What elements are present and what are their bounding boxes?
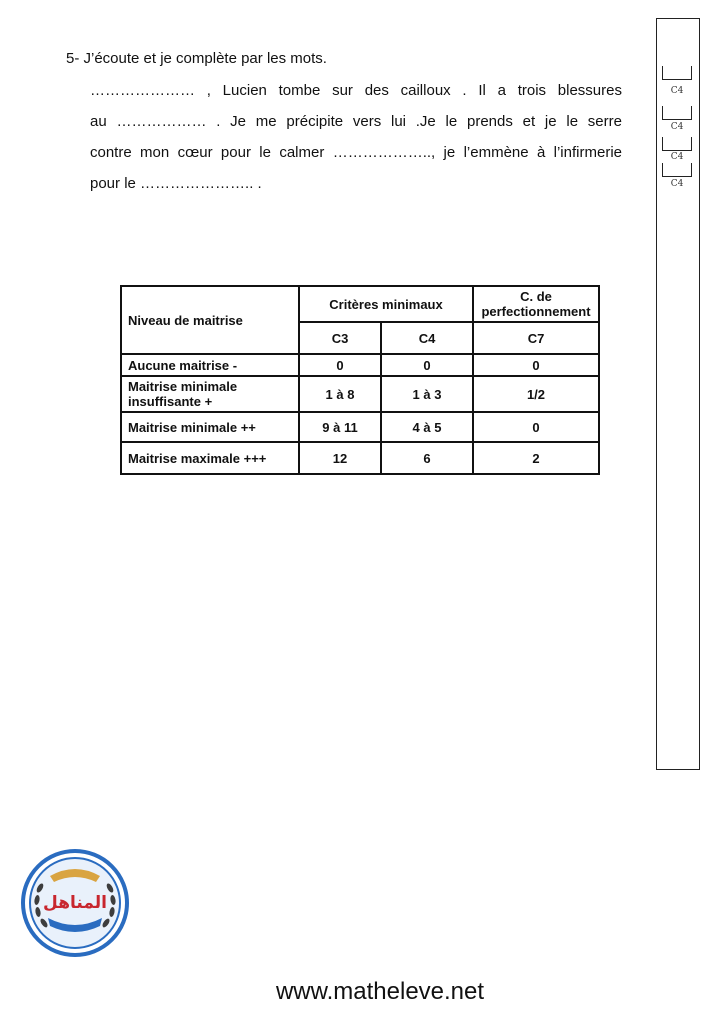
cell-c7: 2 bbox=[473, 442, 599, 474]
cell-c3: 0 bbox=[299, 354, 381, 376]
row-label: Aucune maitrise - bbox=[121, 354, 299, 376]
table-row bbox=[121, 442, 599, 474]
grading-box-1 bbox=[662, 66, 692, 80]
exercise-line-4: pour le ………………….. . bbox=[90, 175, 262, 192]
cell-c4: 0 bbox=[381, 354, 473, 376]
grading-box-4 bbox=[662, 163, 692, 177]
table-row bbox=[121, 354, 599, 376]
cell-c3: 1 à 8 bbox=[299, 376, 381, 412]
cell-c7: 1/2 bbox=[473, 376, 599, 412]
header-niveau: Niveau de maitrise bbox=[121, 286, 299, 354]
exercise-line-1: ………………… , Lucien tombe sur des cailloux . Il a trois blessures bbox=[90, 82, 622, 99]
row-label: Maitrise minimale insuffisante + bbox=[121, 376, 299, 412]
evaluation-table bbox=[120, 285, 600, 475]
cell-c4: 4 à 5 bbox=[381, 412, 473, 442]
column-c4: C4 bbox=[381, 322, 473, 354]
cell-c4: 6 bbox=[381, 442, 473, 474]
column-c3: C3 bbox=[299, 322, 381, 354]
grading-label-2: C4 bbox=[670, 122, 684, 132]
grading-box-3 bbox=[662, 137, 692, 151]
logo-text: المناهل bbox=[43, 893, 107, 913]
row-label: Maitrise minimale ++ bbox=[121, 412, 299, 442]
exercise-heading: 5- J’écoute et je complète par les mots. bbox=[66, 50, 327, 67]
header-perfectionnement: C. de perfectionnement bbox=[473, 286, 599, 322]
footer-url[interactable]: www.matheleve.net bbox=[275, 978, 485, 1005]
cell-c7: 0 bbox=[473, 412, 599, 442]
cell-c4: 1 à 3 bbox=[381, 376, 473, 412]
cell-c3: 9 à 11 bbox=[299, 412, 381, 442]
exercise-line-3: contre mon cœur pour le calmer ……………….., je l’emmène à l’infirmerie bbox=[90, 144, 622, 161]
laurel-seal-icon bbox=[20, 848, 130, 964]
cell-c3: 12 bbox=[299, 442, 381, 474]
grading-label-3: C4 bbox=[670, 152, 684, 162]
exercise-line-2: au ……………… . Je me précipite vers lui .Je le prends et je le serre bbox=[90, 113, 622, 130]
row-label: Maitrise maximale +++ bbox=[121, 442, 299, 474]
grading-label-4: C4 bbox=[670, 179, 684, 189]
almanahel-logo bbox=[20, 848, 130, 969]
column-c7: C7 bbox=[473, 322, 599, 354]
grading-label-1: C4 bbox=[670, 86, 684, 96]
header-criteres-minimaux: Critères minimaux bbox=[299, 286, 473, 322]
table-row bbox=[121, 376, 599, 412]
table-row bbox=[121, 412, 599, 442]
cell-c7: 0 bbox=[473, 354, 599, 376]
grading-box-2 bbox=[662, 106, 692, 120]
